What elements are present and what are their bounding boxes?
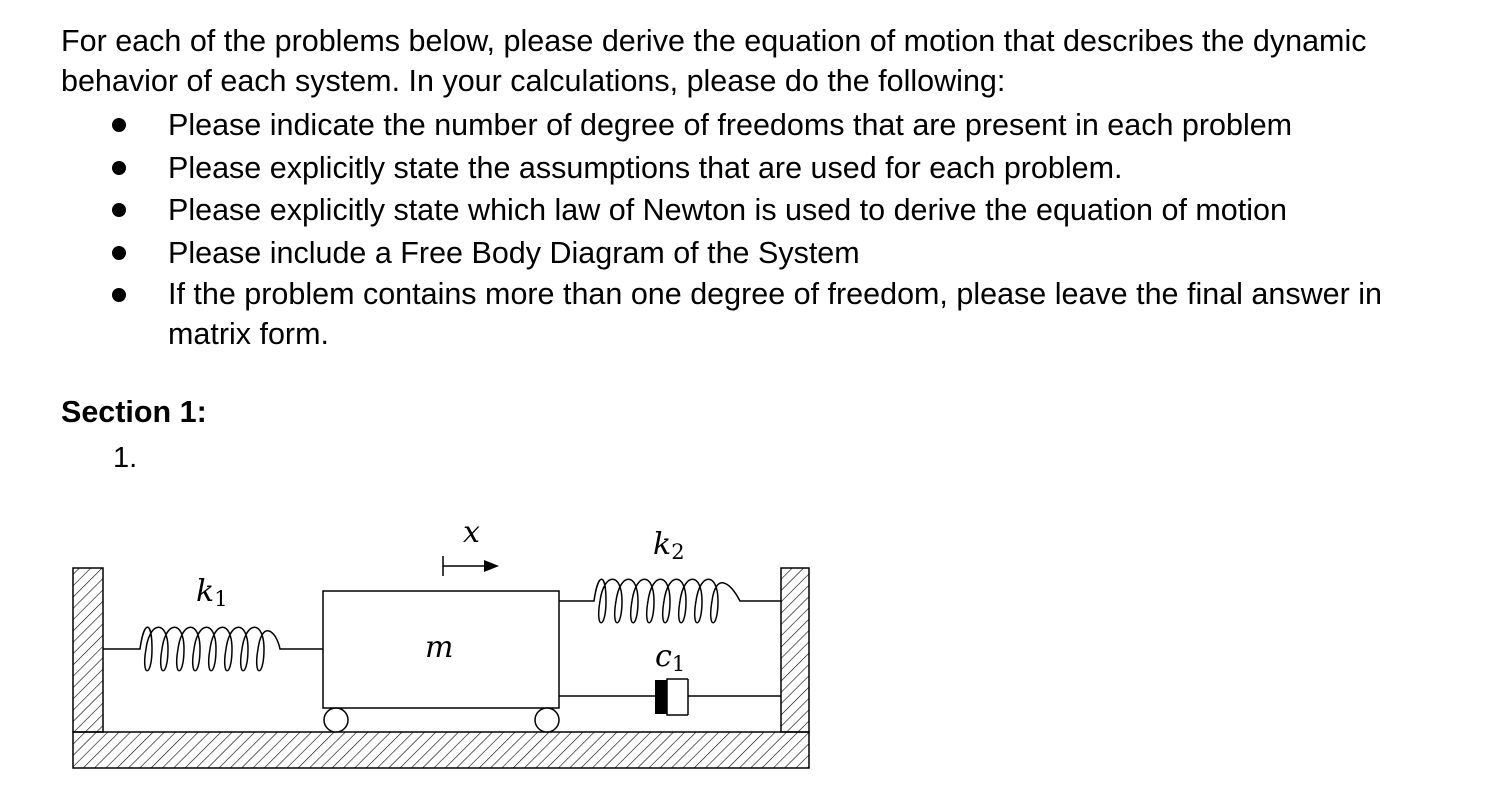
problem-number: 1. xyxy=(113,442,138,474)
displacement-arrow-icon xyxy=(443,556,499,576)
mass-label: m xyxy=(425,630,454,665)
wheel-left xyxy=(324,708,348,732)
bullet-icon xyxy=(112,246,126,260)
instructions-paragraph: For each of the problems below, please derive the equation of motion that describes the dynamic behavior of each system. In your calculations, please do the following: xyxy=(61,24,1367,98)
instruction-item: Please explicitly state the assumptions that are used for each problem. xyxy=(0,147,1468,190)
displacement-label: x xyxy=(463,515,480,550)
bullet-icon xyxy=(112,118,126,132)
instruction-item: If the problem contains more than one degree of freedom, please leave the final answer in matrix form. xyxy=(0,274,1468,354)
section-title: Section 1: xyxy=(61,395,207,429)
damper-c1 xyxy=(559,679,781,715)
bullet-icon xyxy=(112,288,126,302)
spring-k1-label: k1 xyxy=(196,574,228,611)
instruction-item: Please explicitly state which law of Newton is used to derive the equation of motion xyxy=(0,189,1468,232)
damper-c1-label: c1 xyxy=(655,639,686,676)
instruction-item: Please include a Free Body Diagram of the System xyxy=(0,232,1468,275)
left-wall xyxy=(73,568,103,732)
bullet-icon xyxy=(112,203,126,217)
bullet-icon xyxy=(112,161,126,175)
spring-k1 xyxy=(103,627,323,671)
mass-spring-damper-diagram xyxy=(0,500,830,780)
right-wall xyxy=(781,568,809,732)
spring-k2 xyxy=(559,579,781,623)
spring-k2-label: k2 xyxy=(653,527,685,564)
instruction-item: Please indicate the number of degree of freedoms that are present in each problem xyxy=(0,104,1468,147)
wheel-right xyxy=(535,708,559,732)
ground xyxy=(73,732,809,768)
instruction-list xyxy=(0,104,1494,354)
